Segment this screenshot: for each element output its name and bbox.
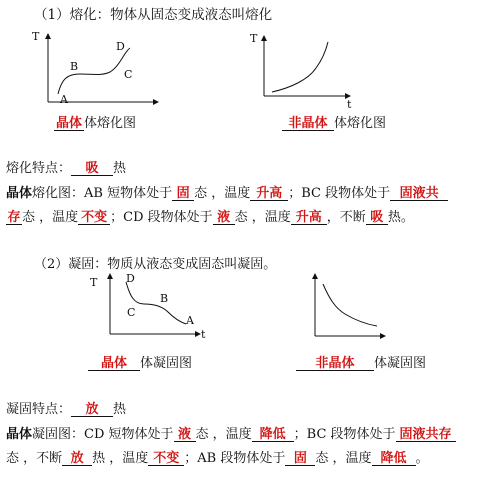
point-A: A [60, 93, 68, 106]
amorphous-solidification-graph [305, 270, 390, 342]
caption-crystal-melting: 晶体 体熔化图 [55, 116, 137, 131]
point-D: D [116, 40, 125, 53]
solidification-description-line1: 晶体凝固图：CD 短物体处于 液 态 ，温度 降低 ；BC 段物体处于 固液共存 [6, 428, 456, 442]
melting-description-line1: 晶体熔化图：AB 短物体处于 固 态 ，温度 升高 ；BC 段物体处于 固液共 [6, 187, 448, 201]
section1-heading: （1）熔化：物体从固态变成液态叫熔化 [34, 7, 273, 23]
axis-label-t: t [201, 328, 206, 341]
axis-label-T: T [90, 276, 98, 289]
melting-description-line2: 存 态 ，温度 不变 ；CD 段物体处于 液 态 ，温度 升高 ，不断 吸 热。 [7, 210, 414, 225]
point-B: B [70, 60, 79, 73]
solidification-description-line2: 态 ，不断 放 热 ，温度 不变 ；AB 段物体处于 固 态 ，温度 降低 。 [6, 451, 429, 466]
crystal-melting-graph [30, 28, 165, 110]
axis-label-T: T [32, 30, 40, 43]
caption-amorphous-solidification: 非晶体 体凝固图 [296, 357, 426, 371]
point-C: C [124, 68, 133, 81]
axis-label-T: T [250, 32, 258, 45]
section2-heading: （2）凝固：物质从液态变成固态叫凝固。 [34, 257, 277, 272]
axis-label-t: t [347, 98, 352, 111]
point-A: A [186, 314, 194, 327]
point-C: C [127, 306, 136, 319]
solidification-feature: 凝固特点： 放 热 [6, 402, 127, 417]
melting-feature: 熔化特点： 吸 热 [6, 161, 127, 176]
amorphous-melting-graph [250, 32, 360, 110]
crystal-solidification-graph [90, 272, 208, 342]
point-D: D [126, 272, 135, 285]
caption-crystal-solidification: 晶体 体凝固图 [88, 357, 192, 371]
caption-amorphous-melting: 非晶体 体熔化图 [282, 117, 386, 131]
point-B: B [160, 292, 169, 305]
